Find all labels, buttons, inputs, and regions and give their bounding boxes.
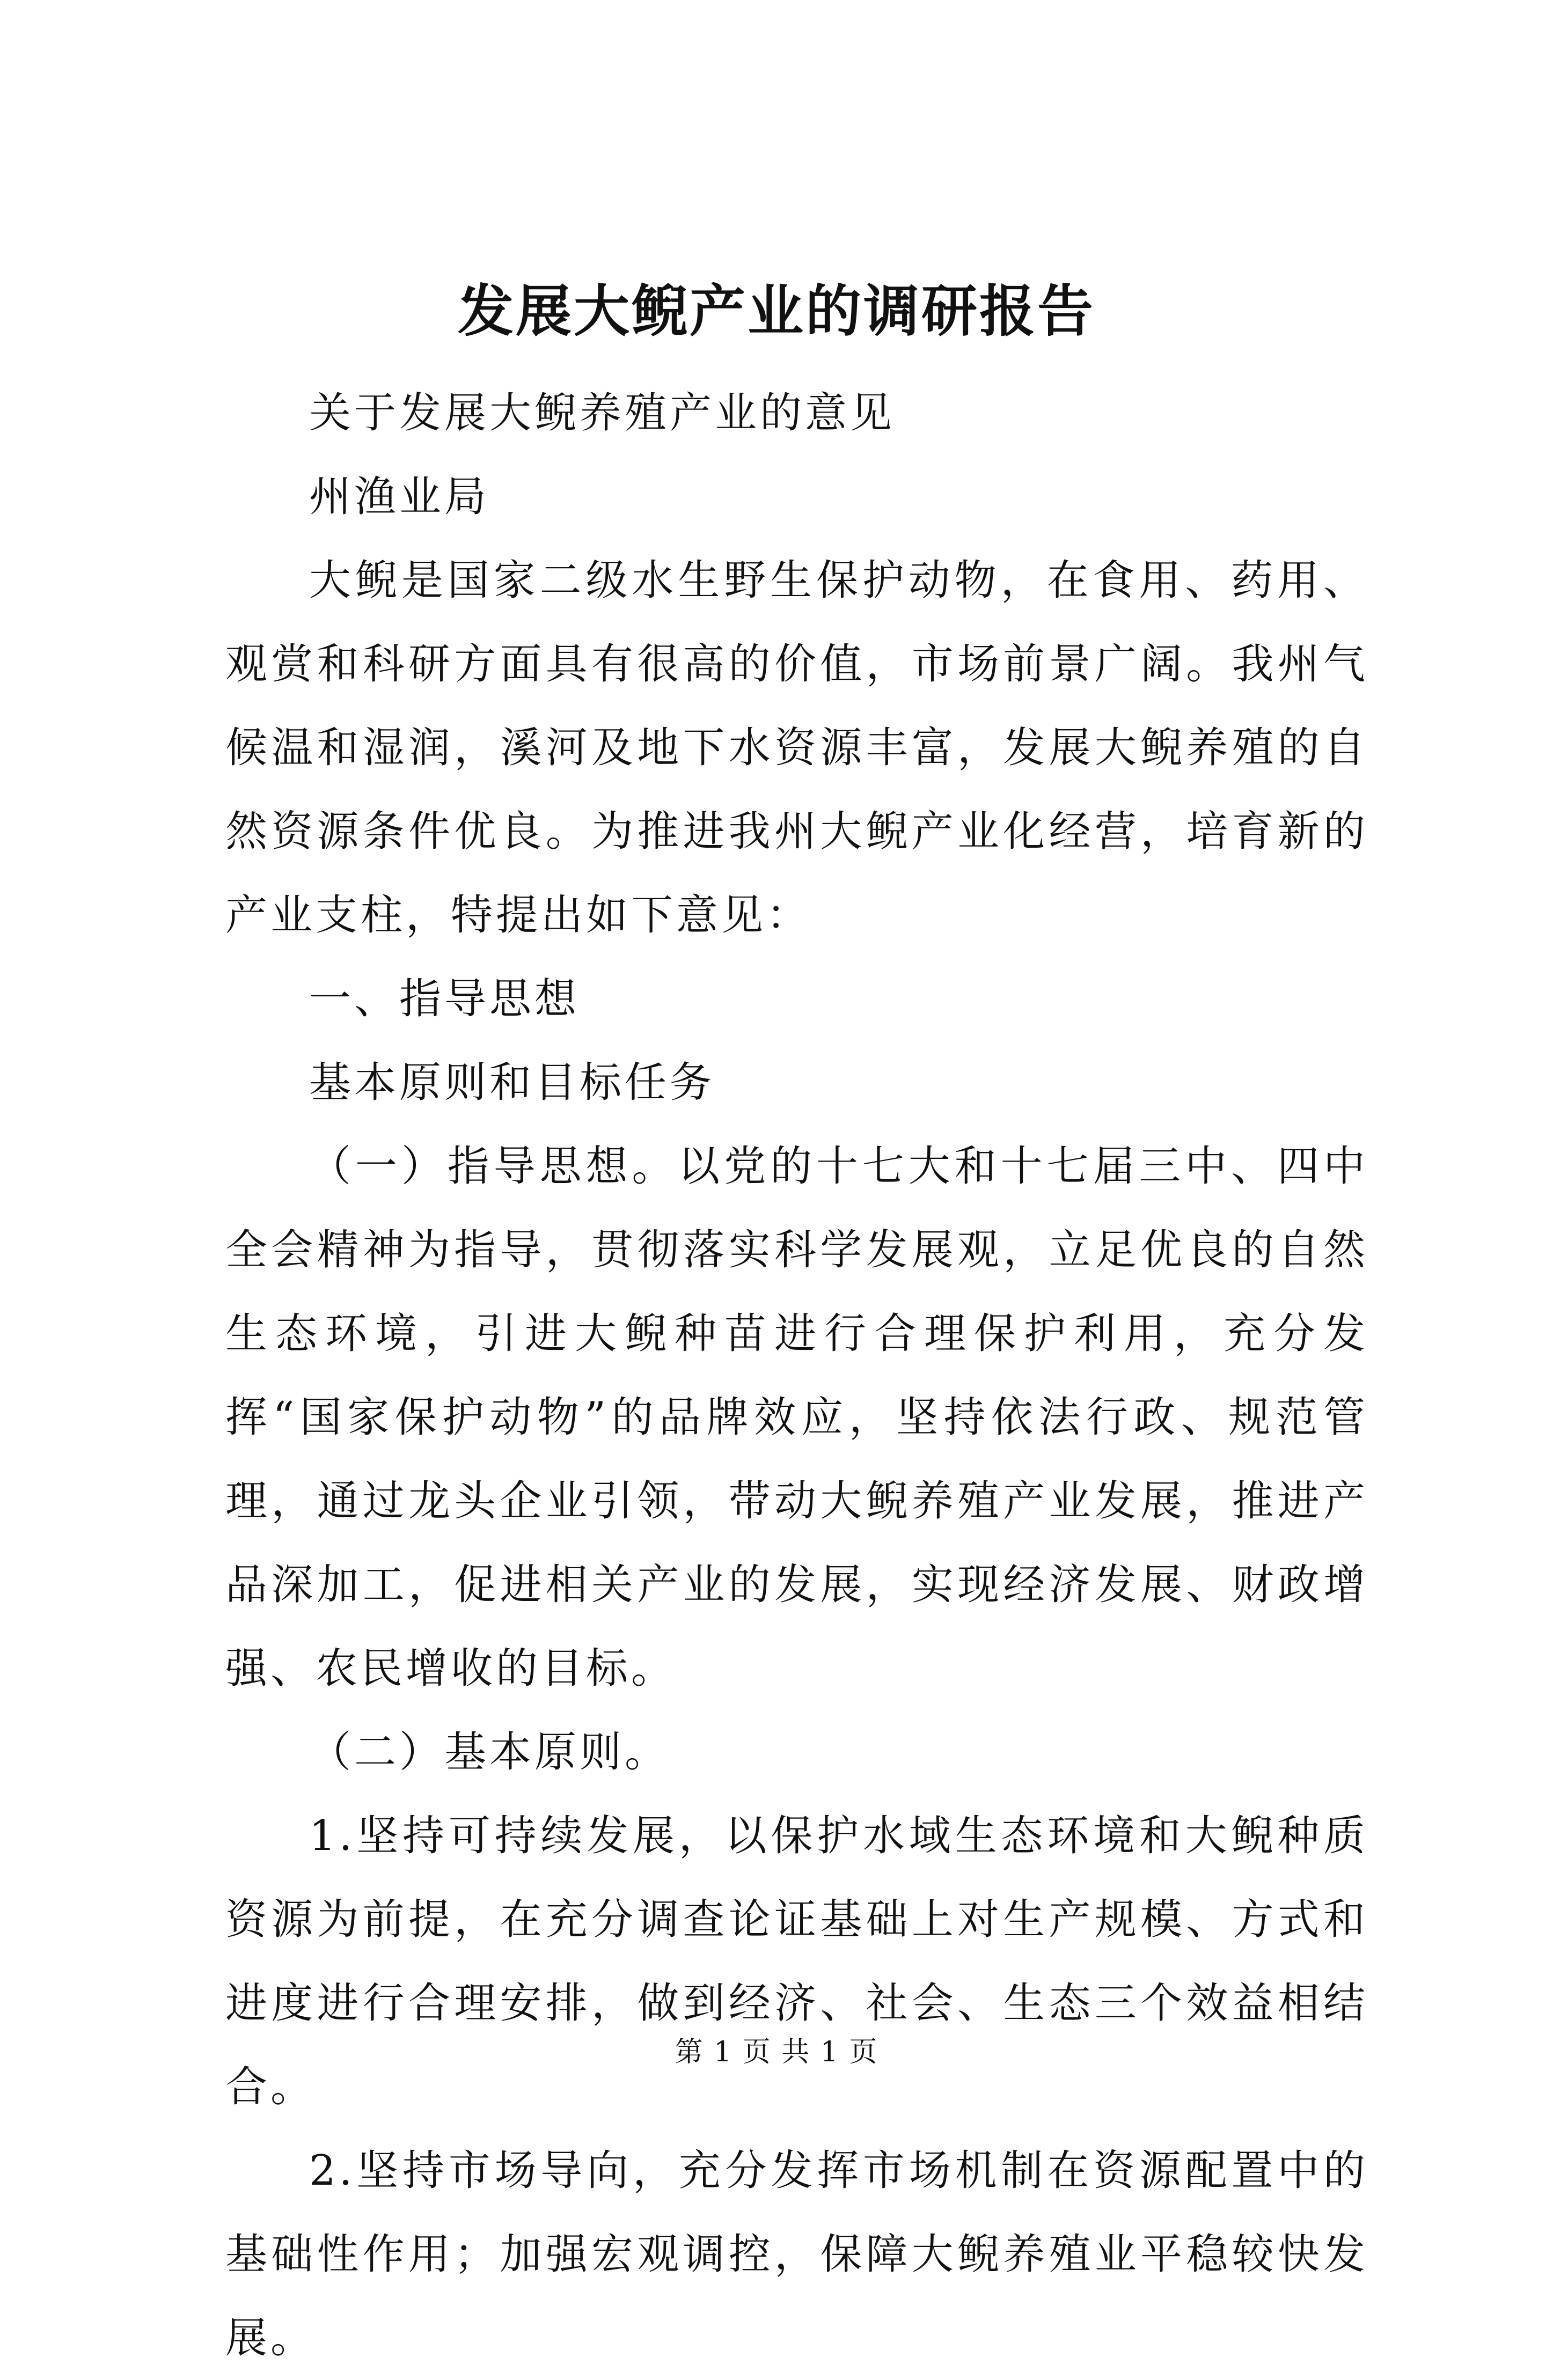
paragraph-opinion-title: 关于发展大鲵养殖产业的意见 (309, 389, 896, 437)
paragraph-issuer: 州渔业局 (309, 473, 490, 521)
document-body (225, 371, 1368, 2380)
page-footer: 第 1 页 共 1 页 (675, 2036, 878, 2068)
paragraph-guiding-thought: （一）指导思想。以党的十七大和十七届三中、四中全会精神为指导，贯彻落实科学发展观，立足优良的自然生态环境，引进大鲵种苗进行合理保护利用，充分发挥“国家保护动物”的品牌效应，坚持依法行政、规范管理，通过龙头企业引领，带动大鲵养殖产业发展，推进产品深加工，促进相关产业的发展，实现经济发展、财政增强、农民增收的目标。 (225, 1142, 1368, 1693)
paragraph-basic-principles-heading: （二）基本原则。 (309, 1728, 670, 1776)
paragraph-section-1-subheading: 基本原则和目标任务 (309, 1059, 715, 1107)
paragraph-principle-1: 1.坚持可持续发展，以保护水域生态环境和大鲵种质资源为前提，在充分调查论证基础上对生产规模、方式和进度进行合理安排，做到经济、社会、生态三个效益相结合。 (225, 1812, 1368, 2111)
document-title: 发展大鲵产业的调研报告 (457, 278, 1095, 344)
paragraph-intro: 大鲵是国家二级水生野生保护动物，在食用、药用、观赏和科研方面具有很高的价值，市场前景广阔。我州气候温和湿润，溪河及地下水资源丰富，发展大鲵养殖的自然资源条件优良。为推进我州大鲵产业化经营，培育新的产业支柱，特提出如下意见： (225, 556, 1368, 939)
paragraph-section-1-heading: 一、指导思想 (309, 975, 580, 1023)
paragraph-principle-2: 2.坚持市场导向，充分发挥市场机制在资源配置中的基础性作用；加强宏观调控，保障大鲵养殖业平稳较快发展。 (225, 2147, 1368, 2362)
